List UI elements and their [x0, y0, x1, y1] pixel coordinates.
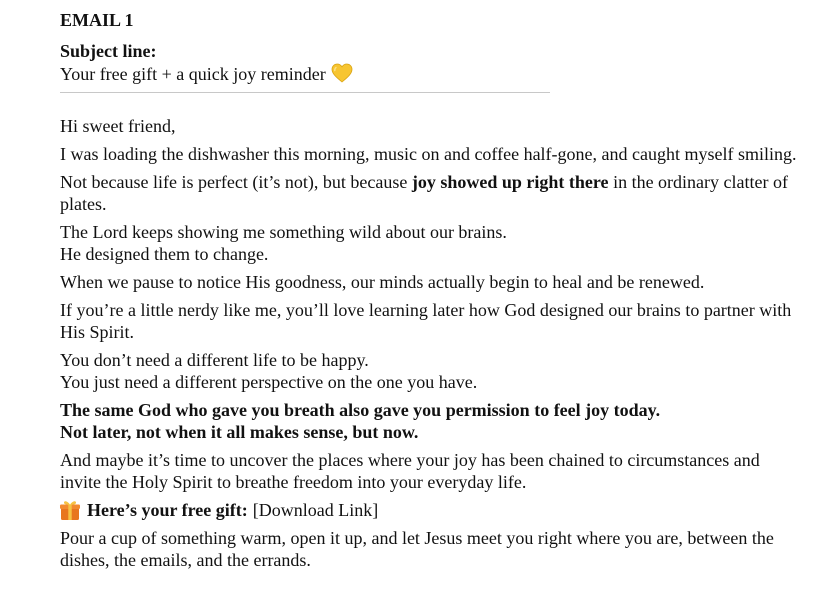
gift-icon: [59, 499, 81, 521]
subject-line-label: Subject line:: [60, 41, 157, 61]
yellow-heart-icon: [331, 63, 353, 83]
paragraph-3: [60, 221, 800, 265]
paragraph-1: I was loading the dishwasher this morning, music on and coffee half-gone, and caught myself smiling.: [60, 144, 797, 164]
paragraph-6-line-2: You just need a different perspective on the one you have.: [60, 372, 478, 392]
paragraph-4: When we pause to notice His goodness, our minds actually begin to heal and be renewed.: [60, 272, 705, 292]
subject-line-text: Your free gift + a quick joy reminder: [60, 64, 326, 84]
paragraph-5: If you’re a little nerdy like me, you’ll love learning later how God designed our brains to partner with His Spirit.: [60, 300, 792, 342]
paragraph-3-line-2: He designed them to change.: [60, 244, 269, 264]
email-body: [60, 115, 800, 571]
free-gift-line: [60, 499, 800, 521]
paragraph-7: [60, 399, 800, 443]
divider: [60, 92, 550, 93]
email-heading: EMAIL 1: [60, 10, 134, 30]
paragraph-3-line-1: The Lord keeps showing me something wild about our brains.: [60, 222, 507, 242]
paragraph-7-line-2: Not later, not when it all makes sense, but now.: [60, 422, 419, 442]
paragraph-2-end: in the ordinary clatter of plates.: [60, 172, 788, 214]
paragraph-6: [60, 349, 800, 393]
download-link[interactable]: [Download Link]: [252, 500, 379, 520]
paragraph-6-line-1: You don’t need a different life to be happy.: [60, 350, 369, 370]
subject-line: [60, 62, 800, 86]
greeting: Hi sweet friend,: [60, 116, 176, 136]
free-gift-label: Here’s your free gift:: [87, 500, 248, 520]
email-document: [60, 8, 800, 577]
paragraph-2-start: Not because life is perfect (it’s not), but because: [60, 172, 412, 192]
paragraph-9: Pour a cup of something warm, open it up, and let Jesus meet you right where you are, between the dishes, the emails, and the errands.: [60, 528, 774, 570]
paragraph-2-emphasis: joy showed up right there: [411, 172, 609, 192]
paragraph-7-line-1: The same God who gave you breath also gave you permission to feel joy today.: [60, 400, 661, 420]
paragraph-2: [60, 171, 800, 215]
paragraph-8: And maybe it’s time to uncover the places where your joy has been chained to circumstances and invite the Holy Spirit to breathe freedom into your everyday life.: [60, 450, 760, 492]
